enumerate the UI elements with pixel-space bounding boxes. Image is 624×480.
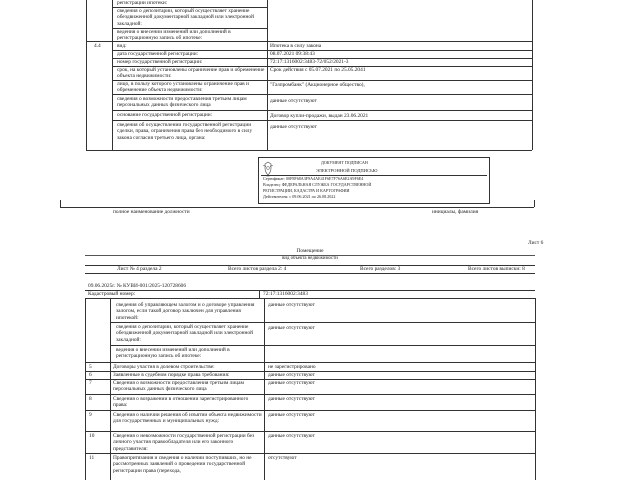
table-border-num [112,0,113,150]
sheet-number: Лист 6 [528,240,544,246]
row-line [112,120,532,121]
top-value-4: "Газпромбанк" (Акционерное общество), [270,82,365,88]
top-value-6: Договор купли-продажи, выдан 23.06.2021 [270,113,369,119]
cadastral-number: 72:17:1316002:3483 [263,291,308,297]
stamp-valid: Действителен: с 09.06.2021 по 26.08.2022 [263,194,336,199]
top-label-2: номер государственной регистрации: [117,59,203,65]
sheets-in-section: Всего листов раздела 2: 4 [228,266,287,272]
footer-tick [534,200,535,207]
bottom-sub-label-1: сведения о депозитарии, который осуществляет хранение обездвиженной документарной закладной или электронной закладной: [116,324,253,343]
top-value-3: Срок действия с 05.07.2021 по 25.05.2041 [270,67,366,73]
top-label-7: сведения об осуществлении государственной регистрации сделки, права, ограничения права без необходимого в силу закона согласия третьего лица, органа: [117,122,253,141]
bottom-value-9: данные отсутствуют [268,412,315,418]
row-line [112,110,532,111]
top-row-b: сведения о депозитарии, который осуществляет хранение обездвиженной документарной закладной или электронной закладной: [117,8,254,27]
bottom-value-5: не зарегистрировано [268,364,316,370]
stamp-title-2: ЭЛЕКТРОННОЙ ПОДПИСЬЮ [316,168,378,173]
bottom-sub-value-0: данные отсутствуют [268,302,315,308]
top-value-2: 72:17:1316002:3483-72/052/2021-3 [270,59,349,65]
bottom-label-10: Сведения о невозможности государственной регистрации без личного участия правообладателя или его законного представителя: [113,433,255,452]
header-line [85,290,535,291]
bottom-value-8: данные отсутствуют [268,396,315,402]
footer-line [60,207,534,208]
row-line [85,453,535,454]
cad-divider [259,290,260,298]
bottom-label-5: Договоры участия в долевом строительстве: [113,364,215,370]
row-line [110,345,535,346]
table-border-right [532,0,533,150]
row-line [110,322,535,323]
bottom-value-6: данные отсутствуют [268,372,315,378]
top-label-3: срок, на который установлены ограничение прав и обременение объекта недвижимости: [117,67,265,80]
table-border-left [86,0,87,150]
sections-total: Всего разделов: 3 [360,266,401,272]
bottom-label-6: Заявленные в судебном порядке права требования: [113,372,230,378]
object-kind-caption: вид объекта недвижимости [282,256,338,261]
top-label-1: дата государственной регистрации: [117,51,199,57]
row-line [85,431,535,432]
bottom-num-11: 11 [89,455,95,461]
bottom-num-7: 7 [89,380,92,386]
footer-tick [60,200,61,207]
top-value-0: Ипотека в силу закона [270,43,322,49]
table-border-mid [267,0,268,150]
row-line [112,94,532,95]
bottom-label-11: Правопритязания и сведения о наличии поступивших, но не рассмотренных заявлений о проведении государственной регистрации права (перехода, [113,455,252,474]
bottom-value-11: отсутствуют [268,455,297,461]
top-label-0: вид: [117,43,127,49]
bottom-label-9: Сведения о наличии решения об изъятии объекта недвижимости для государственных и муниципальных нужд: [113,412,262,425]
bottom-label-8: Сведения о возражении в отношении зарегистрированного права: [113,396,249,409]
footer-name: инициалы, фамилия [432,209,479,215]
top-label-4: лицо, в пользу которого установлены ограничение прав и обременение объекта недвижимости: [117,81,249,94]
sheets-in-extract: Всего листов выписки: 8 [468,266,525,272]
top-value-5: данные отсутствуют [270,98,317,104]
entry-number: 4.4 [94,43,101,49]
stamp-owner: Владелец: ФЕДЕРАЛЬНАЯ СЛУЖБА ГОСУДАРСТВЕННОЙ [263,182,372,187]
bottom-sub-label-2: ведения о внесении изменений или дополнений в регистрационную запись об ипотеке: [116,347,230,360]
object-kind: Помещение [296,248,324,254]
top-row-c: ведения о внесении изменений или дополнений в регистрационную запись об ипотеке: [117,29,231,42]
sheet-of-section: Лист № 4 раздела 2 [117,266,162,272]
cadastral-label: Кадастровый номер: [88,291,136,297]
header-line [85,298,535,299]
extract-date-ref: 09.06.2025г. № КУВИ-001/2025-120728606 [88,283,187,289]
bottom-num-9: 9 [89,412,92,418]
stamp-title-1: ДОКУМЕНТ ПОДПИСАН [321,160,368,165]
stamp-certificate: Сертификат: 00F8F68A3F9A4AE41F6E7F76A6E2A9F6E4 [263,176,364,181]
bottom-num-6: 6 [89,372,92,378]
top-label-5: сведения о возможности предоставления третьим лицам персональных данных физического лица [117,96,247,109]
table-border-right [535,298,536,480]
header-line [85,273,535,274]
footer-position: полное наименование должности [113,209,190,215]
bottom-value-10: данные отсутствуют [268,433,315,439]
signature-stamp [258,157,490,204]
top-value-1: 08.07.2021 09:38:43 [270,51,315,57]
row-line [86,41,532,42]
top-label-6: основание государственной регистрации: [117,112,213,118]
table-bottom-line [86,150,532,151]
row-line [85,362,535,363]
bottom-num-5: 5 [89,364,92,370]
row-line [85,410,535,411]
stamp-owner-cont: РЕГИСТРАЦИИ, КАДАСТРА И КАРТОГРАФИИ [263,188,350,193]
top-value-7: данные отсутствуют [270,124,317,130]
bottom-sub-label-0: сведения об управляющем залогом и о договоре управления залогом, если такой договор заключен для управления ипотекой: [116,302,255,321]
bottom-num-10: 10 [89,433,95,439]
bottom-value-7: данные отсутствуют [268,380,315,386]
top-row-a: регистрации ипотеки: [117,0,168,6]
bottom-num-8: 8 [89,396,92,402]
row-line [85,394,535,395]
bottom-label-7: Сведения о возможности предоставления третьим лицам персональных данных физического лица [113,380,244,393]
bottom-sub-value-1: данные отсутствуют [268,325,315,331]
